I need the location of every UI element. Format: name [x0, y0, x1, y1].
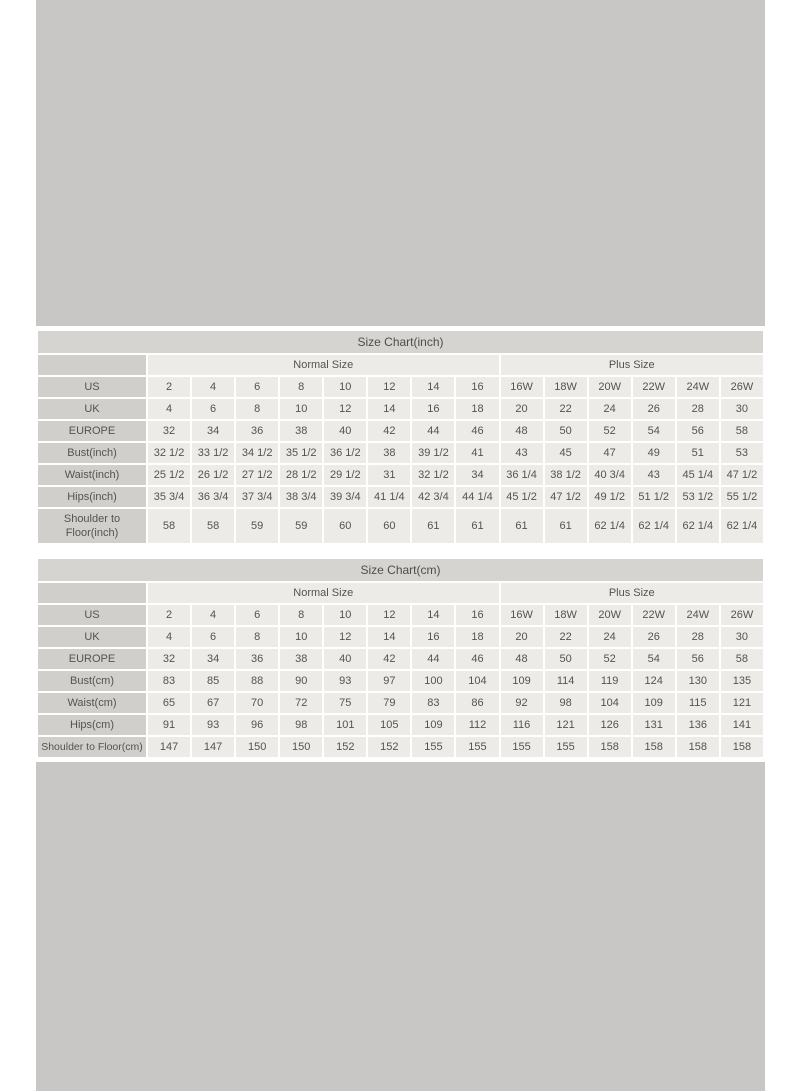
table-cell: 41 1/4 — [368, 487, 410, 507]
table-row — [38, 465, 763, 485]
table-cell: 104 — [589, 693, 631, 713]
table-cell: 20 — [501, 627, 543, 647]
corner-cell — [38, 583, 146, 603]
table-cell: 135 — [721, 671, 763, 691]
table-cell: 4 — [192, 377, 234, 397]
table-cell: 4 — [148, 399, 190, 419]
table-cell: 60 — [324, 509, 366, 543]
row-label: US — [38, 377, 146, 397]
table-cell: 44 1/4 — [456, 487, 498, 507]
table-cell: 61 — [545, 509, 587, 543]
table-cell: 62 1/4 — [721, 509, 763, 543]
table-cell: 109 — [501, 671, 543, 691]
table-cell: 38 — [280, 421, 322, 441]
table-cell: 38 — [280, 649, 322, 669]
table-cell: 45 1/4 — [677, 465, 719, 485]
table-cell: 152 — [368, 737, 410, 757]
table-cell: 36 1/2 — [324, 443, 366, 463]
table-cell: 26W — [721, 377, 763, 397]
table-cell: 43 — [633, 465, 675, 485]
table-cell: 34 1/2 — [236, 443, 278, 463]
table-cell: 48 — [501, 421, 543, 441]
table-cell: 33 1/2 — [192, 443, 234, 463]
table-cell: 2 — [148, 377, 190, 397]
table-cell: 90 — [280, 671, 322, 691]
table-cell: 24 — [589, 627, 631, 647]
column-group-header: Plus Size — [501, 583, 764, 603]
table-cell: 31 — [368, 465, 410, 485]
table-cell: 158 — [677, 737, 719, 757]
table-cell: 8 — [236, 399, 278, 419]
table-cell: 155 — [545, 737, 587, 757]
table-cell: 37 3/4 — [236, 487, 278, 507]
table-cell: 6 — [236, 605, 278, 625]
table-cell: 47 — [589, 443, 631, 463]
table-cell: 46 — [456, 649, 498, 669]
table-cell: 112 — [456, 715, 498, 735]
column-group-row — [38, 583, 763, 603]
table-cell: 124 — [633, 671, 675, 691]
table-cell: 14 — [368, 399, 410, 419]
table-row — [38, 377, 763, 397]
table-cell: 116 — [501, 715, 543, 735]
table-cell: 92 — [501, 693, 543, 713]
table-title: Size Chart(cm) — [38, 559, 763, 581]
row-label: EUROPE — [38, 421, 146, 441]
corner-cell — [38, 355, 146, 375]
table-row — [38, 649, 763, 669]
table-cell: 152 — [324, 737, 366, 757]
table-cell: 16W — [501, 605, 543, 625]
table-cell: 16 — [456, 605, 498, 625]
table-cell: 49 — [633, 443, 675, 463]
row-label: US — [38, 605, 146, 625]
table-cell: 147 — [192, 737, 234, 757]
table-cell: 67 — [192, 693, 234, 713]
table-cell: 35 3/4 — [148, 487, 190, 507]
column-group-row — [38, 355, 763, 375]
table-cell: 6 — [192, 627, 234, 647]
row-label: Waist(cm) — [38, 693, 146, 713]
table-cell: 54 — [633, 421, 675, 441]
table-cell: 2 — [148, 605, 190, 625]
table-cell: 79 — [368, 693, 410, 713]
table-cell: 98 — [280, 715, 322, 735]
table-cell: 155 — [412, 737, 454, 757]
row-label: Waist(inch) — [38, 465, 146, 485]
size-chart-inch-table — [36, 329, 765, 545]
table-row — [38, 487, 763, 507]
table-cell: 56 — [677, 649, 719, 669]
table-row — [38, 715, 763, 735]
column-group-header: Normal Size — [148, 355, 499, 375]
table-title: Size Chart(inch) — [38, 331, 763, 353]
table-row — [38, 737, 763, 757]
table-cell: 126 — [589, 715, 631, 735]
table-cell: 38 3/4 — [280, 487, 322, 507]
table-cell: 24 — [589, 399, 631, 419]
table-cell: 52 — [589, 649, 631, 669]
table-cell: 62 1/4 — [633, 509, 675, 543]
table-cell: 26 1/2 — [192, 465, 234, 485]
table-cell: 50 — [545, 649, 587, 669]
table-cell: 86 — [456, 693, 498, 713]
table-cell: 55 1/2 — [721, 487, 763, 507]
table-cell: 75 — [324, 693, 366, 713]
table-cell: 38 — [368, 443, 410, 463]
table-cell: 155 — [456, 737, 498, 757]
table-cell: 59 — [236, 509, 278, 543]
table-cell: 88 — [236, 671, 278, 691]
table-cell: 24W — [677, 377, 719, 397]
table-cell: 26 — [633, 399, 675, 419]
table-cell: 29 1/2 — [324, 465, 366, 485]
table-cell: 18W — [545, 605, 587, 625]
table-title-row — [38, 559, 763, 581]
table-cell: 38 1/2 — [545, 465, 587, 485]
table-cell: 12 — [368, 605, 410, 625]
table-cell: 26 — [633, 627, 675, 647]
table-cell: 158 — [633, 737, 675, 757]
table-cell: 16W — [501, 377, 543, 397]
table-cell: 47 1/2 — [545, 487, 587, 507]
table-cell: 14 — [412, 377, 454, 397]
table-row — [38, 693, 763, 713]
table-row — [38, 443, 763, 463]
column-group-header: Normal Size — [148, 583, 499, 603]
table-cell: 158 — [589, 737, 631, 757]
table-cell: 32 1/2 — [148, 443, 190, 463]
table-cell: 26W — [721, 605, 763, 625]
table-cell: 65 — [148, 693, 190, 713]
table-cell: 40 — [324, 649, 366, 669]
table-cell: 147 — [148, 737, 190, 757]
table-cell: 12 — [368, 377, 410, 397]
table-cell: 109 — [633, 693, 675, 713]
table-cell: 158 — [721, 737, 763, 757]
table-cell: 53 — [721, 443, 763, 463]
table-cell: 45 — [545, 443, 587, 463]
table-cell: 45 1/2 — [501, 487, 543, 507]
table-cell: 50 — [545, 421, 587, 441]
table-cell: 61 — [412, 509, 454, 543]
table-cell: 34 — [192, 421, 234, 441]
table-cell: 8 — [236, 627, 278, 647]
table-cell: 43 — [501, 443, 543, 463]
table-cell: 100 — [412, 671, 454, 691]
table-cell: 83 — [148, 671, 190, 691]
table-cell: 114 — [545, 671, 587, 691]
table-cell: 40 3/4 — [589, 465, 631, 485]
table-cell: 20 — [501, 399, 543, 419]
table-cell: 49 1/2 — [589, 487, 631, 507]
table-cell: 22W — [633, 605, 675, 625]
row-label: Bust(cm) — [38, 671, 146, 691]
table-cell: 119 — [589, 671, 631, 691]
table-cell: 16 — [412, 399, 454, 419]
table-cell: 60 — [368, 509, 410, 543]
table-cell: 62 1/4 — [589, 509, 631, 543]
table-cell: 39 3/4 — [324, 487, 366, 507]
product-image-background — [36, 0, 765, 1091]
table-cell: 58 — [721, 649, 763, 669]
table-cell: 4 — [148, 627, 190, 647]
table-cell: 16 — [412, 627, 454, 647]
table-cell: 14 — [412, 605, 454, 625]
size-chart-card — [36, 326, 765, 762]
table-cell: 51 1/2 — [633, 487, 675, 507]
table-cell: 72 — [280, 693, 322, 713]
table-cell: 136 — [677, 715, 719, 735]
table-cell: 47 1/2 — [721, 465, 763, 485]
table-cell: 34 — [456, 465, 498, 485]
table-cell: 10 — [324, 377, 366, 397]
table-cell: 48 — [501, 649, 543, 669]
table-row — [38, 671, 763, 691]
table-cell: 22 — [545, 399, 587, 419]
table-cell: 130 — [677, 671, 719, 691]
table-cell: 58 — [721, 421, 763, 441]
table-cell: 32 — [148, 649, 190, 669]
table-cell: 52 — [589, 421, 631, 441]
table-cell: 25 1/2 — [148, 465, 190, 485]
table-row — [38, 421, 763, 441]
table-cell: 32 — [148, 421, 190, 441]
table-cell: 131 — [633, 715, 675, 735]
table-cell: 44 — [412, 649, 454, 669]
table-cell: 42 — [368, 649, 410, 669]
table-cell: 8 — [280, 377, 322, 397]
table-cell: 61 — [501, 509, 543, 543]
table-cell: 101 — [324, 715, 366, 735]
table-cell: 6 — [192, 399, 234, 419]
table-cell: 30 — [721, 399, 763, 419]
table-cell: 8 — [280, 605, 322, 625]
table-cell: 22 — [545, 627, 587, 647]
table-cell: 97 — [368, 671, 410, 691]
table-cell: 91 — [148, 715, 190, 735]
table-cell: 14 — [368, 627, 410, 647]
table-cell: 32 1/2 — [412, 465, 454, 485]
table-cell: 83 — [412, 693, 454, 713]
table-cell: 28 — [677, 399, 719, 419]
table-cell: 36 — [236, 649, 278, 669]
table-cell: 121 — [721, 693, 763, 713]
table-cell: 150 — [280, 737, 322, 757]
table-cell: 30 — [721, 627, 763, 647]
table-cell: 36 — [236, 421, 278, 441]
table-cell: 18 — [456, 399, 498, 419]
table-cell: 121 — [545, 715, 587, 735]
row-label: Shoulder to Floor(inch) — [38, 509, 146, 543]
table-cell: 24W — [677, 605, 719, 625]
table-cell: 6 — [236, 377, 278, 397]
table-cell: 93 — [324, 671, 366, 691]
table-cell: 35 1/2 — [280, 443, 322, 463]
table-cell: 27 1/2 — [236, 465, 278, 485]
table-cell: 10 — [324, 605, 366, 625]
column-group-header: Plus Size — [501, 355, 764, 375]
table-cell: 58 — [192, 509, 234, 543]
table-cell: 10 — [280, 627, 322, 647]
table-row — [38, 605, 763, 625]
table-cell: 105 — [368, 715, 410, 735]
row-label: EUROPE — [38, 649, 146, 669]
table-cell: 18 — [456, 627, 498, 647]
table-cell: 44 — [412, 421, 454, 441]
table-cell: 62 1/4 — [677, 509, 719, 543]
table-cell: 104 — [456, 671, 498, 691]
table-cell: 39 1/2 — [412, 443, 454, 463]
table-cell: 150 — [236, 737, 278, 757]
table-cell: 18W — [545, 377, 587, 397]
table-cell: 12 — [324, 627, 366, 647]
table-cell: 53 1/2 — [677, 487, 719, 507]
table-cell: 42 — [368, 421, 410, 441]
table-cell: 61 — [456, 509, 498, 543]
table-cell: 96 — [236, 715, 278, 735]
row-label: Shoulder to Floor(cm) — [38, 737, 146, 757]
table-cell: 20W — [589, 377, 631, 397]
row-label: Hips(cm) — [38, 715, 146, 735]
table-title-row — [38, 331, 763, 353]
table-cell: 42 3/4 — [412, 487, 454, 507]
table-row — [38, 509, 763, 543]
table-row — [38, 399, 763, 419]
table-cell: 36 1/4 — [501, 465, 543, 485]
table-cell: 58 — [148, 509, 190, 543]
table-cell: 46 — [456, 421, 498, 441]
size-chart-cm-table — [36, 557, 765, 759]
table-cell: 59 — [280, 509, 322, 543]
table-cell: 36 3/4 — [192, 487, 234, 507]
table-cell: 109 — [412, 715, 454, 735]
table-cell: 85 — [192, 671, 234, 691]
table-cell: 41 — [456, 443, 498, 463]
row-label: UK — [38, 627, 146, 647]
table-cell: 51 — [677, 443, 719, 463]
table-cell: 40 — [324, 421, 366, 441]
row-label: Bust(inch) — [38, 443, 146, 463]
table-cell: 93 — [192, 715, 234, 735]
table-row — [38, 627, 763, 647]
table-cell: 12 — [324, 399, 366, 419]
table-cell: 141 — [721, 715, 763, 735]
table-cell: 54 — [633, 649, 675, 669]
table-cell: 115 — [677, 693, 719, 713]
table-cell: 16 — [456, 377, 498, 397]
table-cell: 10 — [280, 399, 322, 419]
table-cell: 56 — [677, 421, 719, 441]
table-cell: 155 — [501, 737, 543, 757]
table-cell: 34 — [192, 649, 234, 669]
row-label: Hips(inch) — [38, 487, 146, 507]
row-label: UK — [38, 399, 146, 419]
table-cell: 28 — [677, 627, 719, 647]
table-cell: 28 1/2 — [280, 465, 322, 485]
table-cell: 22W — [633, 377, 675, 397]
table-cell: 98 — [545, 693, 587, 713]
table-cell: 20W — [589, 605, 631, 625]
table-cell: 4 — [192, 605, 234, 625]
table-cell: 70 — [236, 693, 278, 713]
